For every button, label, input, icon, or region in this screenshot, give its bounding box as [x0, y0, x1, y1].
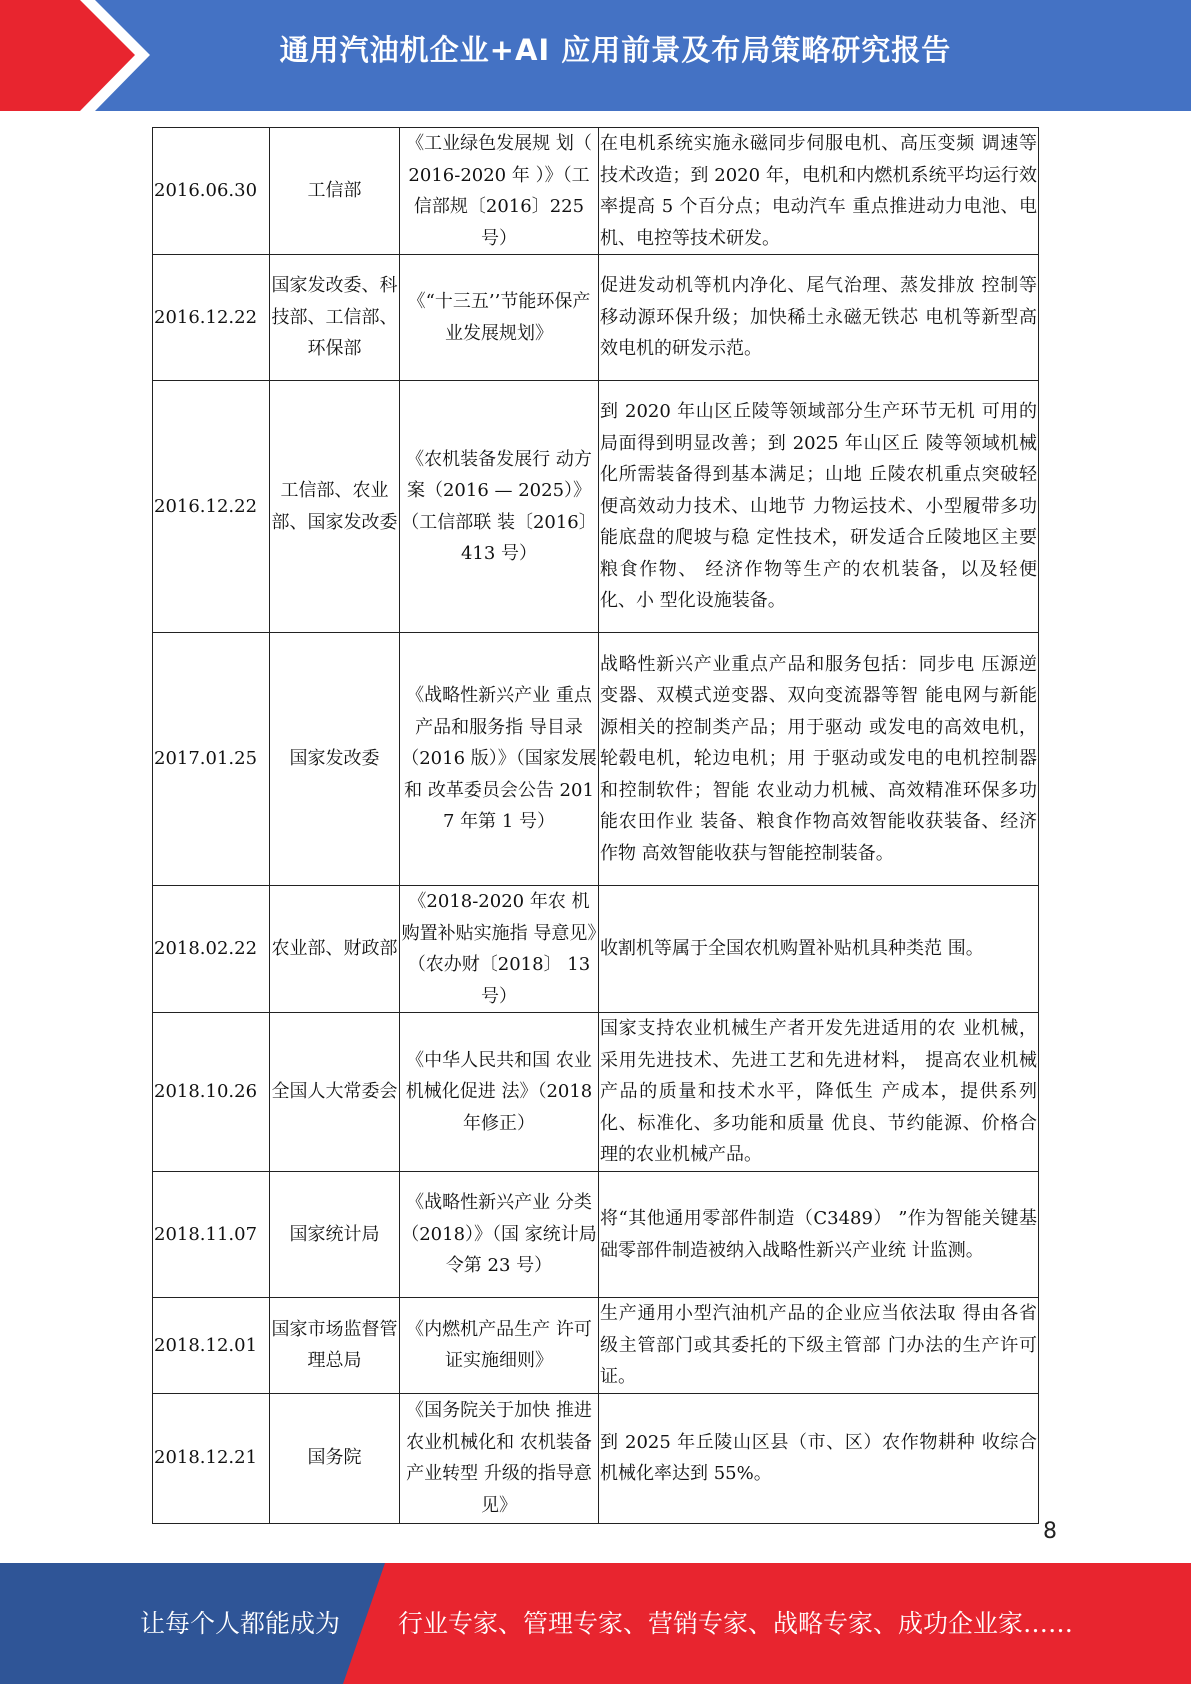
table-row — [153, 1172, 1039, 1298]
table-row — [153, 128, 1039, 255]
policy-department: 全国人大常委会 — [270, 1013, 400, 1172]
policy-date: 2017.01.25 — [153, 633, 270, 886]
policy-date: 2016.06.30 — [153, 128, 270, 255]
policy-date: 2016.12.22 — [153, 381, 270, 633]
report-title: 通用汽油机企业+AI 应用前景及布局策略研究报告 — [279, 33, 952, 67]
policy-content: 在电机系统实施永磁同步伺服电机、高压变频 调速等技术改造；到 2020 年，电机和内燃机系统平均运行效率提高 5 个百分点；电动汽车 重点推进动力电池、电机、电控等技术研发。 — [599, 128, 1039, 255]
table-row — [153, 381, 1039, 633]
policy-document: 《中华人民共和国 农业机械化促进 法》（2018 年修正） — [400, 1013, 599, 1172]
policy-content: 收割机等属于全国农机购置补贴机具种类范 围。 — [599, 886, 1039, 1013]
red-arrow-decoration — [0, 0, 160, 111]
policy-date: 2018.11.07 — [153, 1172, 270, 1298]
policy-department: 国家发改委 — [270, 633, 400, 886]
table-row — [153, 886, 1039, 1013]
policy-content: 国家支持农业机械生产者开发先进适用的农 业机械，采用先进技术、先进工艺和先进材料， 提高农业机械产品的质量和技术水平，降低生 产成本，提供系列化、标准化、多功能和质量 优良、节约能源、价格合理的农业机械产品。 — [599, 1013, 1039, 1172]
policy-date: 2018.10.26 — [153, 1013, 270, 1172]
policy-document: 《战略性新兴产业 重点产品和服务指 导目录（2016 版）》（国家发展和 改革委员会公告 2017 年第 1 号） — [400, 633, 599, 886]
page-header — [0, 0, 1191, 111]
table-row — [153, 255, 1039, 381]
policy-department: 农业部、财政部 — [270, 886, 400, 1013]
table-row — [153, 1393, 1039, 1523]
policy-date: 2018.02.22 — [153, 886, 270, 1013]
policy-table — [152, 127, 1039, 1524]
table-row — [153, 1013, 1039, 1172]
policy-content: 到 2020 年山区丘陵等领域部分生产环节无机 可用的局面得到明显改善；到 2025 年山区丘 陵等领域机械化所需装备得到基本满足；山地 丘陵农机重点突破轻便高效动力技术、山地节 力物运技术、小型履带多功能底盘的爬坡与稳 定性技术，研发适合丘陵地区主要粮食作物、 经济作物等生产的农机装备，以及轻便化、小 型化设施装备。 — [599, 381, 1039, 633]
footer-slogan-left: 让每个人都能成为 — [140, 1609, 341, 1638]
policy-content: 促进发动机等机内净化、尾气治理、蒸发排放 控制等移动源环保升级；加快稀土永磁无铁芯 电机等新型高效电机的研发示范。 — [599, 255, 1039, 381]
policy-department: 国家市场监督管理总局 — [270, 1298, 400, 1394]
policy-date: 2016.12.22 — [153, 255, 270, 381]
policy-department: 国务院 — [270, 1393, 400, 1523]
page-footer — [0, 1563, 1191, 1684]
policy-content: 战略性新兴产业重点产品和服务包括：同步电 压源逆变器、双模式逆变器、双向变流器等智 能电网与新能源相关的控制类产品；用于驱动 或发电的高效电机，轮毂电机，轮边电机；用 于驱动或发电的电机控制器和控制软件；智能 农业动力机械、高效精准环保多功能农田作业 装备、粮食作物高效智能收获装备、经济作物 高效智能收获与智能控制装备。 — [599, 633, 1039, 886]
table-row — [153, 633, 1039, 886]
page-number: 8 — [1043, 1519, 1057, 1544]
policy-date: 2018.12.01 — [153, 1298, 270, 1394]
policy-department: 工信部 — [270, 128, 400, 255]
policy-document: 《“十三五’’节能环保产业发展规划》 — [400, 255, 599, 381]
policy-department: 工信部、农业部、国家发改委 — [270, 381, 400, 633]
policy-document: 《国务院关于加快 推进农业机械化和 农机装备产业转型 升级的指导意见》 — [400, 1393, 599, 1523]
policy-content: 将“其他通用零部件制造（C3489） ”作为智能关键基础零部件制造被纳入战略性新兴产业统 计监测。 — [599, 1172, 1039, 1298]
policy-document: 《2018-2020 年农 机购置补贴实施指 导意见》（农办财〔2018〕 13 号） — [400, 886, 599, 1013]
policy-document: 《内燃机产品生产 许可证实施细则》 — [400, 1298, 599, 1394]
policy-document: 《战略性新兴产业 分类（2018）》（国 家统计局令第 23 号） — [400, 1172, 599, 1298]
policy-document: 《农机装备发展行 动方案（2016 — 2025）》（工信部联 装〔2016〕413 号） — [400, 381, 599, 633]
policy-department: 国家统计局 — [270, 1172, 400, 1298]
policy-content: 到 2025 年丘陵山区县（市、区）农作物耕种 收综合机械化率达到 55%。 — [599, 1393, 1039, 1523]
footer-slogan-right: 行业专家、管理专家、营销专家、战略专家、成功企业家…… — [398, 1609, 1074, 1638]
policy-document: 《工业绿色发展规 划（ 2016-2020 年 ）》（工信部规〔2016〕225号） — [400, 128, 599, 255]
policy-date: 2018.12.21 — [153, 1393, 270, 1523]
policy-department: 国家发改委、科技部、工信部、环保部 — [270, 255, 400, 381]
table-row — [153, 1298, 1039, 1394]
policy-content: 生产通用小型汽油机产品的企业应当依法取 得由各省级主管部门或其委托的下级主管部 门办法的生产许可证。 — [599, 1298, 1039, 1394]
